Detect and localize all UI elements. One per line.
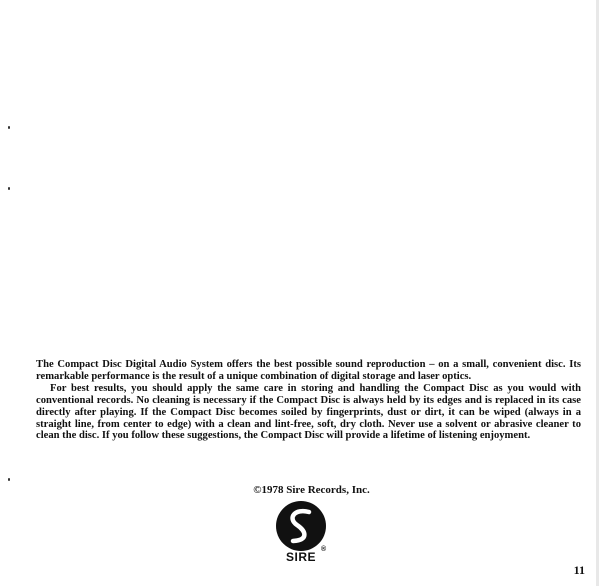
scan-speck (8, 187, 10, 190)
page-number: 11 (573, 563, 585, 577)
body-text (36, 359, 581, 442)
scan-speck (8, 478, 10, 481)
logo-wordmark: SIRE (285, 550, 316, 564)
registered-mark: ® (321, 546, 327, 553)
paragraph-care-instructions: For best results, you should apply the same care in storing and handling the Compact Disc as you would with conventional records. No cleaning is necessary if the Compact Disc is always held by its edges and is replaced in its case directly after playing. If the Compact Disc becomes soiled by fingerprints, dust or dirt, it can be wiped (always in a straight line, from center to edge) with a clean and lint-free, soft, dry cloth. Never use a solvent or abrasive cleaner to clean the disc. If you follow these suggestions, the Compact Disc will provide a lifetime of listening enjoyment. (36, 382, 581, 442)
paragraph-intro: The Compact Disc Digital Audio System offers the best possible sound reproduction – on a small, convenient disc. Its remarkable performance is the result of a unique combination of digital storage and laser optics. (36, 359, 581, 382)
copyright-notice: ©1978 Sire Records, Inc. (253, 484, 370, 496)
sire-s-logo-icon (275, 500, 327, 552)
scan-speck (8, 126, 10, 129)
sire-logo (275, 500, 335, 570)
